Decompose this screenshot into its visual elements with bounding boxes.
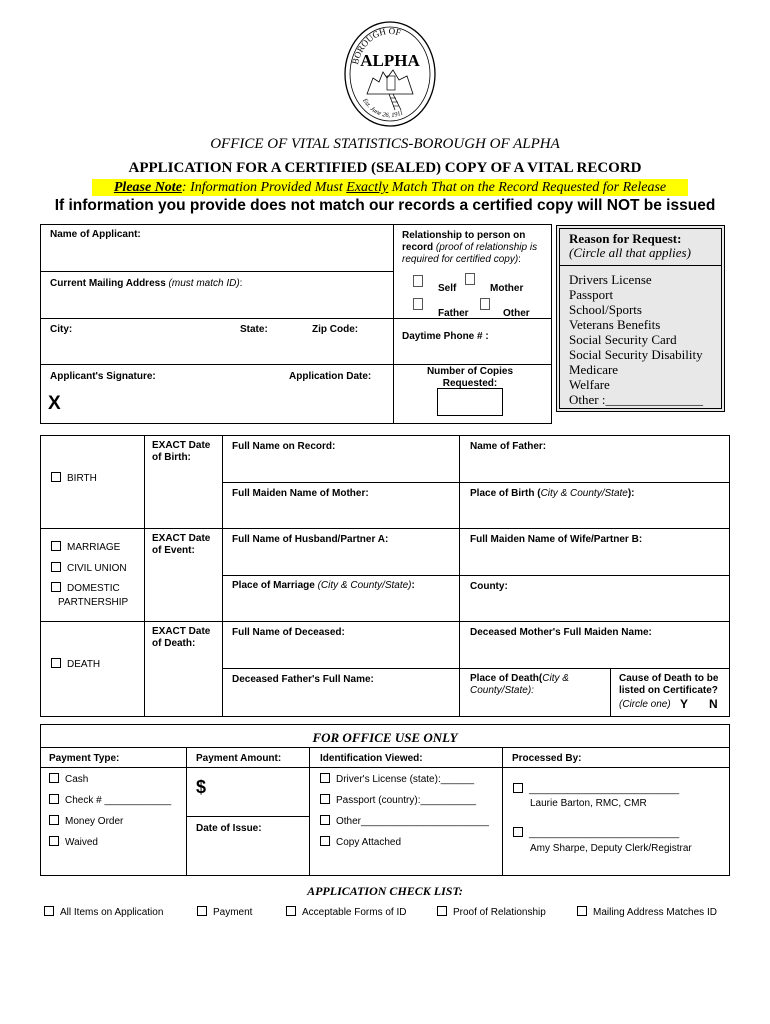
deceased-mother-label: Deceased Mother's Full Maiden Name: [470, 627, 652, 638]
signature-label: Applicant's Signature: [50, 371, 156, 382]
note-exactly: Exactly [346, 180, 389, 195]
clerk-1-name: Laurie Barton, RMC, CMR [530, 798, 647, 809]
drivers-license-checkbox[interactable] [320, 773, 330, 783]
checklist-item[interactable]: Acceptable Forms of ID [286, 906, 406, 918]
processed-by-label: Processed By: [512, 753, 582, 764]
other-id-option[interactable]: Other_______________________ [320, 815, 489, 827]
birth-option[interactable]: BIRTH [51, 472, 97, 484]
check-checkbox[interactable] [49, 794, 59, 804]
partner-b-label: Full Maiden Name of Wife/Partner B: [470, 534, 643, 545]
civil-union-checkbox[interactable] [51, 562, 61, 572]
self-label: Self [438, 283, 457, 294]
deceased-name-label: Full Name of Deceased: [232, 627, 345, 638]
passport-option[interactable]: Passport (country):__________ [320, 794, 476, 806]
other-id-checkbox[interactable] [320, 815, 330, 825]
checklist-checkbox[interactable] [286, 906, 296, 916]
drivers-license-option[interactable]: Driver's License (state):______ [320, 773, 474, 785]
birth-date-label: EXACT Date of Birth: [152, 440, 211, 463]
civil-union-option[interactable]: CIVIL UNION [51, 562, 127, 574]
daytime-phone-label: Daytime Phone # : [402, 331, 489, 342]
note-pre: : Information Provided Must [181, 180, 347, 195]
death-checkbox[interactable] [51, 658, 61, 668]
money-order-checkbox[interactable] [49, 815, 59, 825]
checklist-item[interactable]: Proof of Relationship [437, 906, 546, 918]
reason-item[interactable]: School/Sports [569, 302, 642, 317]
domestic-checkbox[interactable] [51, 582, 61, 592]
date-of-issue-label: Date of Issue: [196, 823, 262, 834]
self-checkbox[interactable] [413, 275, 423, 287]
checklist-checkbox[interactable] [197, 906, 207, 916]
waived-checkbox[interactable] [49, 836, 59, 846]
id-viewed-label: Identification Viewed: [320, 753, 423, 764]
cause-of-death-label: Cause of Death to be listed on Certificate? [619, 673, 719, 696]
state-label: State: [240, 324, 268, 335]
father-label: Father [438, 308, 469, 319]
domestic-option[interactable]: DOMESTIC [51, 582, 120, 594]
deceased-father-label: Deceased Father's Full Name: [232, 674, 374, 685]
death-option[interactable]: DEATH [51, 658, 100, 670]
partner-a-label: Full Name of Husband/Partner A: [232, 534, 389, 545]
checklist-item[interactable]: All Items on Application [44, 906, 163, 918]
reason-item[interactable]: Veterans Benefits [569, 317, 661, 332]
money-order-option[interactable]: Money Order [49, 815, 123, 827]
checklist-item[interactable]: Payment [197, 906, 252, 918]
circle-one-label: (Circle one) [619, 699, 671, 710]
passport-checkbox[interactable] [320, 794, 330, 804]
city-label: City: [50, 324, 73, 335]
county-label: County: [470, 581, 508, 592]
application-date-label: Application Date: [289, 371, 372, 382]
reason-item[interactable]: Passport [569, 287, 614, 302]
other-label: Other [503, 308, 530, 319]
copies-input[interactable] [437, 388, 503, 416]
relationship-label: Relationship to person on record (proof of relationship is required for certified copy): [402, 230, 538, 265]
note-post: Match That on the Record Requested for Release [388, 180, 667, 195]
reason-item[interactable]: Social Security Card [569, 332, 677, 347]
reason-subtitle: (Circle all that applies) [569, 245, 691, 260]
office-use-title: FOR OFFICE USE ONLY [312, 730, 458, 745]
cause-yes[interactable]: Y [680, 697, 689, 711]
reason-list [569, 272, 703, 407]
name-of-applicant-label: Name of Applicant: [50, 229, 141, 240]
borough-seal [343, 20, 437, 128]
checklist-checkbox[interactable] [577, 906, 587, 916]
maiden-mother-label: Full Maiden Name of Mother: [232, 488, 369, 499]
office-title: OFFICE OF VITAL STATISTICS-BOROUGH OF ALPHA [210, 136, 560, 152]
reason-item[interactable]: Drivers License [569, 272, 652, 287]
marriage-place-label: Place of Marriage (City & County/State): [232, 580, 415, 591]
death-date-label: EXACT Date of Death: [152, 626, 211, 649]
reason-title: Reason for Request: [569, 231, 682, 246]
birth-place-label: Place of Birth (City & County/State): [470, 488, 635, 499]
reason-item[interactable]: Other :_______________ [569, 392, 703, 407]
processed-line-2[interactable]: ___________________________ [513, 827, 679, 839]
processed-line-1[interactable]: ___________________________ [513, 783, 679, 795]
copies-label: Number of Copies Requested: [426, 366, 514, 389]
waived-option[interactable]: Waived [49, 836, 98, 848]
seal-name: ALPHA [360, 51, 420, 70]
cause-no[interactable]: N [709, 697, 718, 711]
signature-field[interactable] [70, 388, 270, 418]
mailing-address-field[interactable] [42, 292, 390, 316]
processed-checkbox-1[interactable] [513, 783, 523, 793]
check-option[interactable]: Check # ____________ [49, 794, 171, 806]
processed-checkbox-2[interactable] [513, 827, 523, 837]
seal-bottom-text: Est. June 26, 1911 [361, 97, 405, 120]
mother-checkbox[interactable] [465, 273, 475, 285]
zip-label: Zip Code: [312, 324, 359, 335]
reason-item[interactable]: Medicare [569, 362, 619, 377]
please-note [92, 179, 688, 196]
clerk-2-name: Amy Sharpe, Deputy Clerk/Registrar [530, 843, 692, 854]
father-name-label: Name of Father: [470, 441, 547, 452]
payment-type-label: Payment Type: [49, 753, 120, 764]
marriage-option[interactable]: MARRIAGE [51, 541, 120, 553]
note-label: Please Note [113, 180, 182, 195]
checklist-checkbox[interactable] [44, 906, 54, 916]
birth-checkbox[interactable] [51, 472, 61, 482]
partnership-label: PARTNERSHIP [58, 597, 129, 608]
full-name-label: Full Name on Record: [232, 441, 336, 452]
copy-attached-option[interactable]: Copy Attached [320, 836, 401, 848]
reason-item[interactable]: Welfare [569, 377, 610, 392]
dollar-sign: $ [196, 777, 207, 797]
checklist-checkbox[interactable] [437, 906, 447, 916]
name-of-applicant-field[interactable] [42, 242, 390, 268]
other-checkbox[interactable] [480, 298, 490, 310]
death-place-label: Place of Death(City & County/State): [470, 673, 569, 696]
father-checkbox[interactable] [413, 298, 423, 310]
checklist-title: APPLICATION CHECK LIST: [307, 884, 463, 898]
seal-top-text: BOROUGH OF [350, 25, 403, 66]
cash-checkbox[interactable] [49, 773, 59, 783]
cash-option[interactable]: Cash [49, 773, 88, 785]
copy-attached-checkbox[interactable] [320, 836, 330, 846]
city-state-zip-field[interactable] [42, 338, 390, 362]
marriage-checkbox[interactable] [51, 541, 61, 551]
mailing-address-label: Current Mailing Address (must match ID): [50, 278, 243, 289]
event-date-label: EXACT Date of Event: [152, 533, 211, 556]
form-title: APPLICATION FOR A CERTIFIED (SEALED) COPY OF A VITAL RECORD [128, 160, 642, 176]
reason-item[interactable]: Social Security Disability [569, 347, 703, 362]
checklist-item[interactable]: Mailing Address Matches ID [577, 906, 717, 918]
warning-text: If information you provide does not match our records a certified copy will NOT be issued [54, 197, 716, 214]
signature-x-mark: X [48, 393, 61, 414]
payment-amount-label: Payment Amount: [196, 753, 282, 764]
mother-label: Mother [490, 283, 524, 294]
